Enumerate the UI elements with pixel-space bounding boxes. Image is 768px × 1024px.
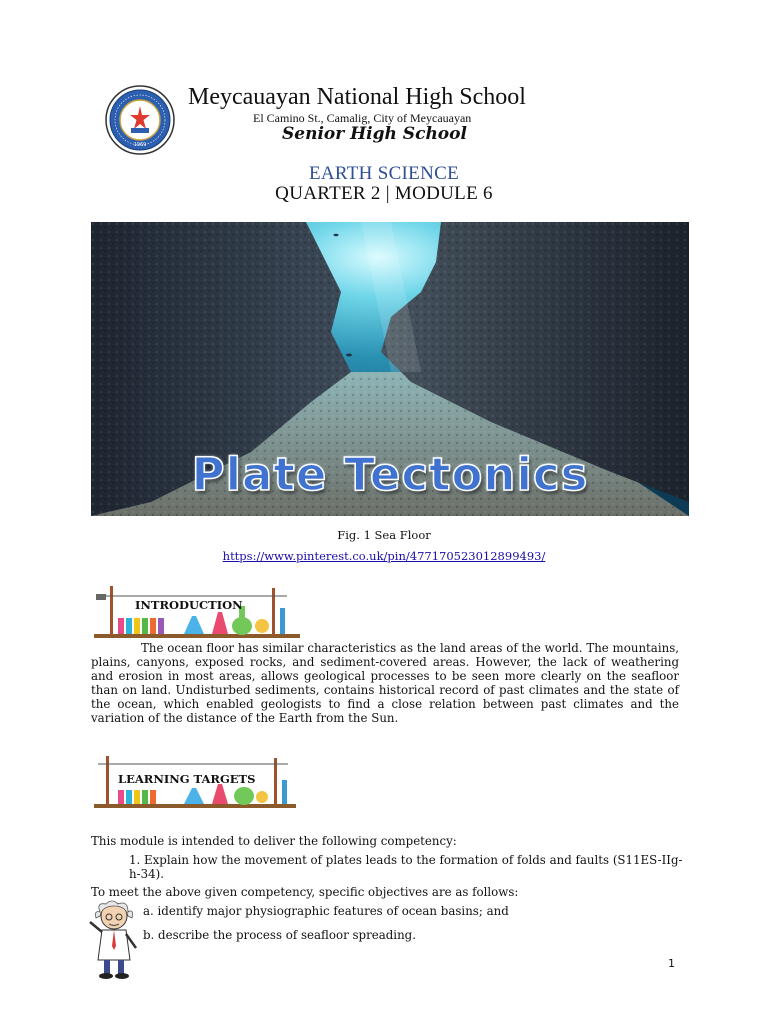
introduction-banner (92, 584, 302, 642)
objective-b: b. describe the process of seafloor spreading. (143, 928, 416, 942)
scientist-icon (82, 898, 146, 980)
subject-title: EARTH SCIENCE (308, 163, 459, 184)
objectives-intro-text: To meet the above given competency, specific objectives are as follows: (91, 885, 519, 899)
department-name: Senior High School (282, 124, 467, 144)
figure-caption: Fig. 1 Sea Floor (337, 528, 431, 542)
objective-a: a. identify major physiographic features of ocean basins; and (143, 904, 509, 918)
hero-title: Plate Tectonics (191, 448, 589, 501)
source-link[interactable]: https://www.pinterest.co.uk/pin/477170523012899493/ (222, 549, 546, 563)
svg-text:1969: 1969 (133, 142, 147, 148)
competency-item: 1. Explain how the movement of plates leads to the formation of folds and faults (S11ES-IIg-h-34). (129, 853, 683, 881)
scientist-mascot (82, 898, 146, 980)
lab-equipment-icon (92, 584, 302, 642)
quarter-module-line: QUARTER 2 | MODULE 6 (275, 183, 493, 204)
introduction-paragraph (91, 641, 679, 725)
school-address: El Camino St., Camalig, City of Meycauayan (253, 111, 472, 125)
school-seal-icon (104, 84, 176, 156)
module-intro-text: This module is intended to deliver the following competency: (91, 834, 457, 848)
learning-targets-heading: LEARNING TARGETS (118, 772, 256, 786)
school-name: Meycauayan National High School (188, 84, 526, 110)
introduction-text: The ocean floor has similar characteristics as the land areas of the world. The mountains, plains, canyons, exposed rocks, and sediment-covered areas. However, the lack of weathering and erosion in most areas, allows geological processes to be seen more clearly on the seafloor than on land. Undisturbed sediments, contains historical record of past climates and the state of the ocean, which enabled geologists to find a close relation between past climates and the variation of the distance of the Earth from the Sun. (91, 641, 679, 725)
school-logo (104, 84, 176, 156)
introduction-heading: INTRODUCTION (135, 598, 243, 612)
page-number: 1 (668, 957, 675, 970)
hero-image (91, 222, 689, 516)
